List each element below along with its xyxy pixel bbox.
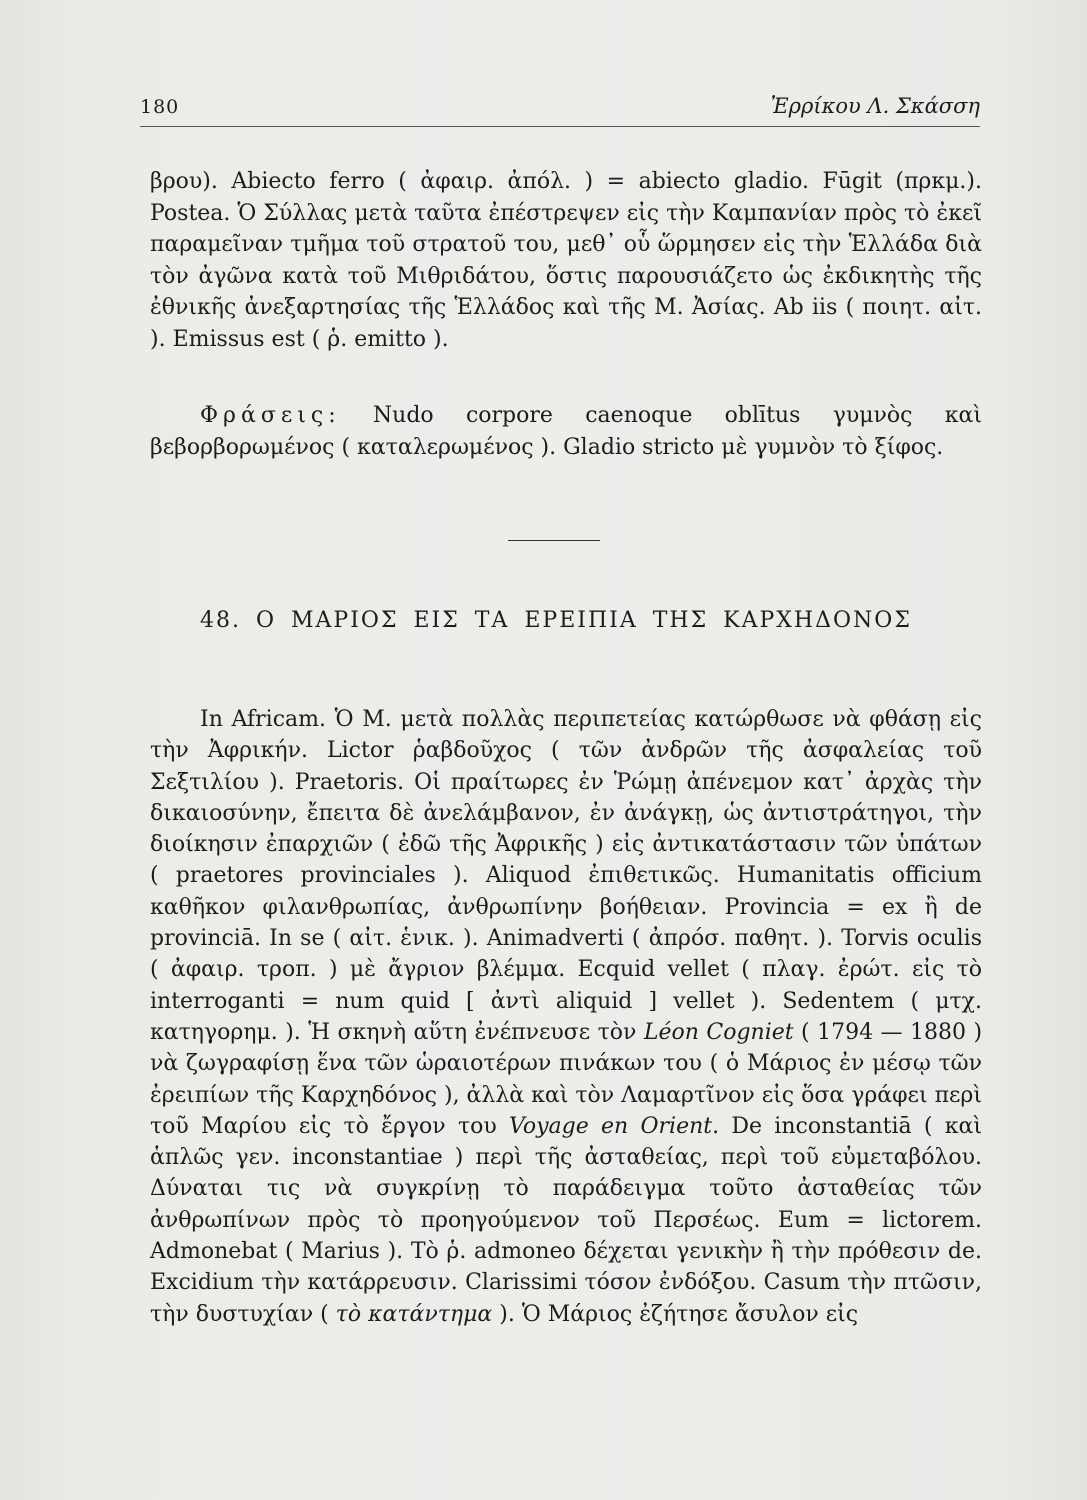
work-title: Voyage en Orient: [509, 1113, 713, 1139]
paragraph-section-48: [150, 704, 982, 1330]
paragraph-continuation: βρου). Abiecto ferro ( ἀφαιρ. ἀπόλ. ) = abiecto gladio. Fūgit (πρκμ.). Postea. Ὁ Σύλλας μετὰ ταῦτα ἐπέστρεψεν εἰς τὴν Καμπανίαν πρὸς τὸ ἐκεῖ παραμεῖναν τμῆμα τοῦ στρατοῦ του, μεθ᾽ οὗ ὥρμησεν εἰς τὴν Ἑλλάδα διὰ τὸν ἀγῶνα κατὰ τοῦ Μιθριδάτου, ὅστις παρουσιάζετο ὡς ἐκδικητὴς τῆς ἐθνικῆς ἀνεξαρτησίας τῆς Ἑλλάδος καὶ τῆς Μ. Ἀσίας. Ab iis ( ποιητ. αἰτ. ). Emissus est ( ῥ. emitto ).: [150, 169, 982, 352]
phrases-text: Nudo corpore caenoque oblītus γυμνὸς καὶ βεβορβορωμένος ( καταλερωμένος ). Gladio stricto μὲ γυμνὸν τὸ ξίφος.: [150, 403, 982, 460]
p3-end: . De inconstantiā ( καὶ ἁπλῶς γεν. inconstantiae ) περὶ τῆς ἀσταθείας, περὶ τοῦ εὐμεταβόλου. Δύναται τις νὰ συγκρίνῃ τὸ παράδειγμα τοῦτο ἀσταθείας τῶν ἀνθρωπίνων πρὸς τὸ προηγούμενον τοῦ Περσέως. Eum = lictorem. Admonebat ( Marius ). Τὸ ῥ. admoneo δέχεται γενικὴν ἢ τὴν πρόθεσιν de. Excidium τὴν κατάρρευσιν. Clarissimi τόσον ἐνδόξου. Casum τὴν πτῶσιν, τὴν δυστυχίαν (: [150, 1113, 983, 1327]
paragraph-phrases: [150, 400, 982, 463]
painter-name: Léon Cogniet: [643, 1019, 794, 1045]
p3-tail: ). Ὁ Μάριος ἐζήτησε ἄσυλον εἰς: [492, 1301, 859, 1327]
section-separator: [508, 540, 600, 541]
running-head: Ἐρρίκου Λ. Σκάσση: [770, 94, 980, 118]
section-title: 48. Ο ΜΑΡΙΟΣ ΕΙΣ ΤΑ ΕΡΕΙΠΙΑ ΤΗΣ ΚΑΡΧΗΔΟΝΟΣ: [200, 608, 912, 633]
page-header: [140, 88, 980, 122]
page-number: 180: [140, 96, 180, 118]
phrases-label: Φράσεις:: [200, 403, 341, 428]
p3-intro: In Africam. Ὁ Μ. μετὰ πολλὰς περιπετείας κατώρθωσε νὰ φθάσῃ εἰς τὴν Ἀφρικήν. Lictor ῥαβδοῦχος ( τῶν ἀνδρῶν τῆς ἀσφαλείας τοῦ Σεξτιλίου ). Praetoris. Οἱ πραίτωρες ἐν Ῥώμῃ ἀπένεμον κατ᾽ ἀρχὰς τὴν δικαιοσύνην, ἔπειτα δὲ ἀνελάμβανον, ἐν ἀνάγκῃ, ὡς ἀντιστράτηγοι, τὴν διοίκησιν ἐπαρχιῶν ( ἐδῶ τῆς Ἀφρικῆς ) εἰς ἀντικατάστασιν τῶν ὑπάτων ( praetores provinciales ). Aliquod ἐπιθετικῶς. Humanitatis officium καθῆκον φιλανθρωπίας, ἀνθρωπίνην βοήθειαν. Provincia = ex ἢ de provinciā. In se ( αἰτ. ἑνικ. ). Animadverti ( ἀπρόσ. παθητ. ). Torvis oculis ( ἀφαιρ. τροπ. ) μὲ ἄγριον βλέμμα. Ecquid vellet ( πλαγ. ἐρώτ. εἰς τὸ interroganti = num quid [ ἀντὶ aliquid ] vellet ). Sedentem ( μτχ. κατηγορημ. ). Ἡ σκηνὴ αὕτη ἐνέπνευσε τὸν: [150, 707, 982, 1045]
p3-italic-term: τὸ κατάντημα: [335, 1301, 493, 1327]
p3-mid: ( 1794 — 1880 ) νὰ ζωγραφίσῃ ἕνα τῶν ὡραιοτέρων πινάκων του ( ὁ Μάριος ἐν μέσῳ τῶν ἐρειπίων τῆς Καρχηδόνος ), ἀλλὰ καὶ τὸν Λαμαρτῖνον εἰς ὅσα γράφει περὶ τοῦ Μαρίου εἰς τὸ ἔργον του: [150, 1019, 983, 1139]
header-rule: [140, 126, 980, 127]
